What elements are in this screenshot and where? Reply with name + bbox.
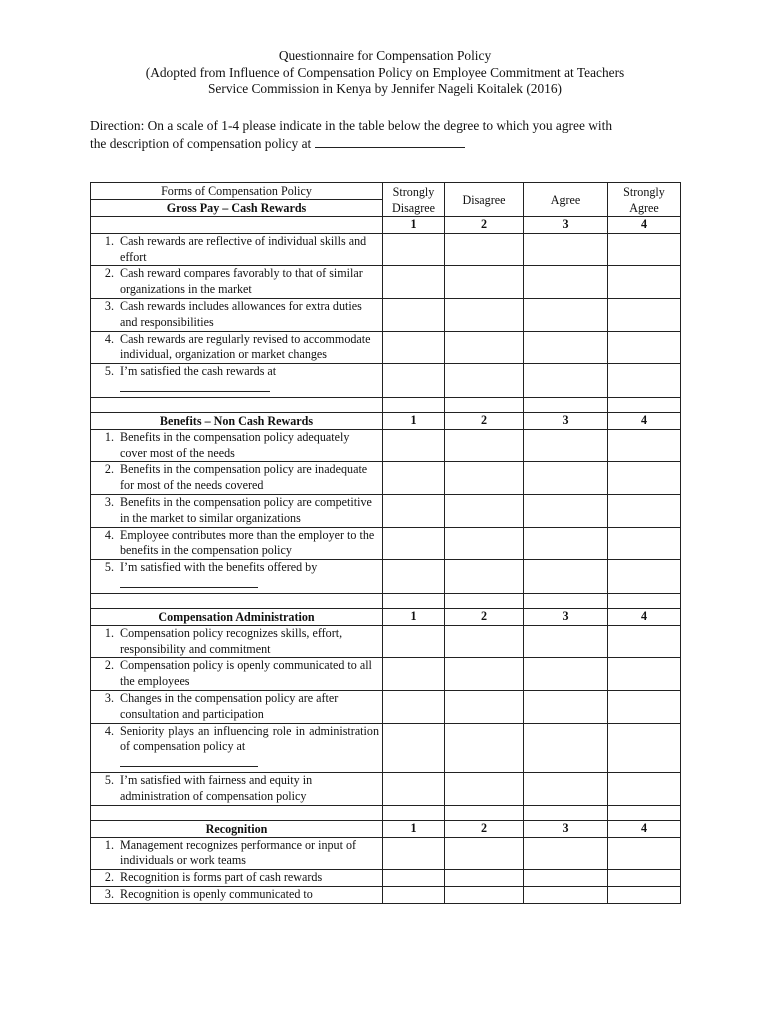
rating-cell-3[interactable]	[524, 625, 608, 658]
question-number: 1.	[104, 837, 114, 852]
question-cell	[91, 233, 383, 266]
question-row	[91, 772, 681, 805]
question-number: 5.	[104, 560, 114, 575]
rating-cell-2[interactable]	[445, 658, 524, 691]
rating-cell-4[interactable]	[608, 870, 681, 887]
question-row	[91, 527, 681, 560]
fill-in-blank[interactable]	[120, 380, 270, 392]
question-text: Cash rewards includes allowances for extra duties and responsibilities	[120, 298, 362, 329]
rating-cell-3[interactable]	[524, 298, 608, 331]
rating-cell-2[interactable]	[445, 429, 524, 462]
question-text: Cash rewards are reflective of individual skills and effort	[120, 233, 367, 264]
rating-cell-1[interactable]	[383, 266, 445, 299]
question-cell	[91, 723, 383, 772]
scale-3: 3	[524, 217, 608, 234]
rating-cell-4[interactable]	[608, 331, 681, 364]
scale-2: 2	[445, 217, 524, 234]
rating-cell-2[interactable]	[445, 233, 524, 266]
rating-cell-1[interactable]	[383, 837, 445, 870]
question-cell	[91, 527, 383, 560]
rating-cell-3[interactable]	[524, 870, 608, 887]
scale-4: 4	[608, 217, 681, 234]
title-line-2: (Adopted from Influence of Compensation Policy on Employee Commitment at Teachers	[145, 64, 625, 80]
rating-cell-1[interactable]	[383, 560, 445, 594]
question-cell	[91, 462, 383, 495]
section-title: Recognition	[91, 820, 383, 837]
question-row	[91, 494, 681, 527]
question-cell	[91, 658, 383, 691]
empty-cell	[91, 217, 383, 234]
rating-cell-4[interactable]	[608, 723, 681, 772]
question-cell	[91, 494, 383, 527]
rating-cell-2[interactable]	[445, 625, 524, 658]
scale-3: 3	[524, 412, 608, 429]
scale-row	[91, 217, 681, 234]
rating-cell-3[interactable]	[524, 837, 608, 870]
question-number: 5.	[104, 364, 114, 379]
question-row	[91, 266, 681, 299]
title-line-3: Service Commission in Kenya by Jennifer Nageli Koitalek (2016)	[207, 81, 563, 96]
question-row	[91, 723, 681, 772]
rating-cell-4[interactable]	[608, 837, 681, 870]
title-line-1: Questionnaire for Compensation Policy	[278, 48, 492, 63]
spacer-cell	[91, 805, 383, 820]
rating-cell-2[interactable]	[445, 886, 524, 903]
question-row	[91, 886, 681, 903]
rating-cell-4[interactable]	[608, 886, 681, 903]
rating-cell-3[interactable]	[524, 331, 608, 364]
rating-cell-3[interactable]	[524, 494, 608, 527]
rating-cell-4[interactable]	[608, 364, 681, 398]
question-row	[91, 690, 681, 723]
direction-line-1: Direction: On a scale of 1-4 please indicate in the table below the degree to which you agree with	[90, 118, 613, 133]
rating-cell-2[interactable]	[445, 772, 524, 805]
question-text: Cash rewards are regularly revised to accommodate individual, organization or market changes	[120, 331, 371, 362]
question-text: Recognition is forms part of cash rewards	[120, 870, 323, 885]
question-row	[91, 233, 681, 266]
rating-cell-2[interactable]	[445, 462, 524, 495]
fill-in-blank[interactable]	[315, 136, 465, 148]
direction-line-2-text: the description of compensation policy at	[90, 136, 312, 151]
question-number: 5.	[104, 772, 114, 787]
question-cell	[91, 772, 383, 805]
question-row	[91, 429, 681, 462]
strongly-disagree-header: Strongly Disagree	[383, 183, 445, 217]
question-text: Cash reward compares favorably to that of similar organizations in the market	[120, 266, 363, 297]
direction-text	[90, 117, 690, 153]
question-number: 2.	[104, 462, 114, 477]
question-number: 1.	[104, 233, 114, 248]
rating-cell-4[interactable]	[608, 462, 681, 495]
rating-cell-4[interactable]	[608, 429, 681, 462]
rating-cell-2[interactable]	[445, 494, 524, 527]
header-row	[91, 183, 681, 200]
rating-cell-3[interactable]	[524, 462, 608, 495]
scale-1: 1	[383, 217, 445, 234]
question-text: Compensation policy recognizes skills, effort, responsibility and commitment	[120, 625, 343, 656]
question-cell	[91, 429, 383, 462]
question-cell	[91, 266, 383, 299]
question-row	[91, 837, 681, 870]
rating-cell-1[interactable]	[383, 364, 445, 398]
rating-cell-3[interactable]	[524, 527, 608, 560]
question-cell	[91, 690, 383, 723]
question-number: 3.	[104, 690, 114, 705]
question-number: 2.	[104, 870, 114, 885]
question-row	[91, 298, 681, 331]
rating-cell-2[interactable]	[445, 690, 524, 723]
rating-cell-1[interactable]	[383, 462, 445, 495]
rating-cell-3[interactable]	[524, 658, 608, 691]
section-title: Benefits – Non Cash Rewards	[91, 412, 383, 429]
scale-4: 4	[608, 412, 681, 429]
spacer-cell	[91, 397, 383, 412]
rating-cell-2[interactable]	[445, 331, 524, 364]
question-cell	[91, 870, 383, 887]
rating-cell-4[interactable]	[608, 560, 681, 594]
rating-cell-1[interactable]	[383, 772, 445, 805]
agree-header: Agree	[524, 183, 608, 217]
question-text: I’m satisfied with fairness and equity in administration of compensation policy	[120, 772, 313, 803]
rating-cell-1[interactable]	[383, 331, 445, 364]
question-text: Seniority plays an influencing role in administration of compensation policy at	[120, 723, 379, 754]
question-text: Benefits in the compensation policy adequately cover most of the needs	[120, 429, 350, 460]
rating-cell-3[interactable]	[524, 364, 608, 398]
question-row	[91, 364, 681, 398]
question-text: Changes in the compensation policy are after consultation and participation	[120, 690, 339, 721]
question-text: Employee contributes more than the employer to the benefits in the compensation policy	[120, 527, 375, 558]
question-text: Benefits in the compensation policy are inadequate for most of the needs covered	[120, 462, 368, 493]
strongly-agree-header: Strongly Agree	[608, 183, 681, 217]
section-title: Gross Pay – Cash Rewards	[91, 200, 383, 217]
scale-1: 1	[383, 608, 445, 625]
rating-cell-2[interactable]	[445, 560, 524, 594]
question-row	[91, 560, 681, 594]
rating-cell-2[interactable]	[445, 298, 524, 331]
section-header-row	[91, 412, 681, 429]
section-title: Compensation Administration	[91, 608, 383, 625]
question-number: 1.	[104, 625, 114, 640]
question-number: 2.	[104, 266, 114, 281]
scale-3: 3	[524, 820, 608, 837]
question-text: Compensation policy is openly communicated to all the employees	[120, 658, 372, 689]
rating-cell-1[interactable]	[383, 658, 445, 691]
rating-cell-4[interactable]	[608, 494, 681, 527]
scale-1: 1	[383, 820, 445, 837]
rating-cell-4[interactable]	[608, 298, 681, 331]
rating-cell-2[interactable]	[445, 364, 524, 398]
question-row	[91, 658, 681, 691]
question-row	[91, 462, 681, 495]
spacer-cell	[91, 593, 383, 608]
rating-cell-4[interactable]	[608, 266, 681, 299]
rating-cell-3[interactable]	[524, 560, 608, 594]
rating-cell-1[interactable]	[383, 723, 445, 772]
scale-2: 2	[445, 820, 524, 837]
forms-header: Forms of Compensation Policy	[91, 183, 383, 200]
question-cell	[91, 364, 383, 398]
rating-cell-3[interactable]	[524, 886, 608, 903]
rating-cell-1[interactable]	[383, 429, 445, 462]
rating-cell-1[interactable]	[383, 625, 445, 658]
scale-3: 3	[524, 608, 608, 625]
rating-cell-3[interactable]	[524, 772, 608, 805]
question-row	[91, 625, 681, 658]
rating-cell-4[interactable]	[608, 527, 681, 560]
question-cell	[91, 886, 383, 903]
question-number: 3.	[104, 298, 114, 313]
question-number: 4.	[104, 331, 114, 346]
rating-cell-1[interactable]	[383, 298, 445, 331]
question-cell	[91, 625, 383, 658]
rating-cell-4[interactable]	[608, 690, 681, 723]
rating-cell-3[interactable]	[524, 429, 608, 462]
rating-cell-4[interactable]	[608, 772, 681, 805]
question-number: 1.	[104, 429, 114, 444]
question-number: 2.	[104, 658, 114, 673]
rating-cell-2[interactable]	[445, 723, 524, 772]
rating-cell-2[interactable]	[445, 870, 524, 887]
rating-cell-2[interactable]	[445, 266, 524, 299]
rating-cell-3[interactable]	[524, 690, 608, 723]
fill-in-blank[interactable]	[120, 576, 258, 588]
document-title	[90, 48, 680, 98]
rating-cell-3[interactable]	[524, 266, 608, 299]
question-number: 3.	[104, 494, 114, 509]
rating-cell-1[interactable]	[383, 870, 445, 887]
rating-cell-3[interactable]	[524, 233, 608, 266]
question-text: Benefits in the compensation policy are competitive in the market to similar organizations	[120, 494, 372, 525]
question-number: 3.	[104, 886, 114, 901]
rating-cell-1[interactable]	[383, 527, 445, 560]
question-text: I’m satisfied the cash rewards at	[120, 364, 277, 379]
question-number: 4.	[104, 723, 114, 738]
rating-cell-1[interactable]	[383, 690, 445, 723]
scale-2: 2	[445, 412, 524, 429]
section-header-row	[91, 608, 681, 625]
question-cell	[91, 837, 383, 870]
question-row	[91, 870, 681, 887]
rating-cell-1[interactable]	[383, 494, 445, 527]
section-header-row	[91, 820, 681, 837]
rating-cell-1[interactable]	[383, 233, 445, 266]
scale-4: 4	[608, 820, 681, 837]
scale-4: 4	[608, 608, 681, 625]
question-cell	[91, 331, 383, 364]
question-text: Recognition is openly communicated to	[120, 886, 313, 901]
question-row	[91, 331, 681, 364]
rating-cell-4[interactable]	[608, 625, 681, 658]
rating-cell-2[interactable]	[445, 527, 524, 560]
direction-line-2	[90, 135, 690, 153]
rating-cell-2[interactable]	[445, 837, 524, 870]
question-text: I’m satisfied with the benefits offered by	[120, 560, 318, 575]
scale-2: 2	[445, 608, 524, 625]
question-number: 4.	[104, 527, 114, 542]
scale-1: 1	[383, 412, 445, 429]
rating-cell-4[interactable]	[608, 233, 681, 266]
rating-cell-3[interactable]	[524, 723, 608, 772]
question-text: Management recognizes performance or input of individuals or work teams	[120, 837, 357, 868]
rating-cell-1[interactable]	[383, 886, 445, 903]
question-cell	[91, 560, 383, 594]
disagree-header: Disagree	[445, 183, 524, 217]
fill-in-blank[interactable]	[120, 755, 258, 767]
question-cell	[91, 298, 383, 331]
rating-cell-4[interactable]	[608, 658, 681, 691]
questionnaire-table	[90, 182, 681, 904]
